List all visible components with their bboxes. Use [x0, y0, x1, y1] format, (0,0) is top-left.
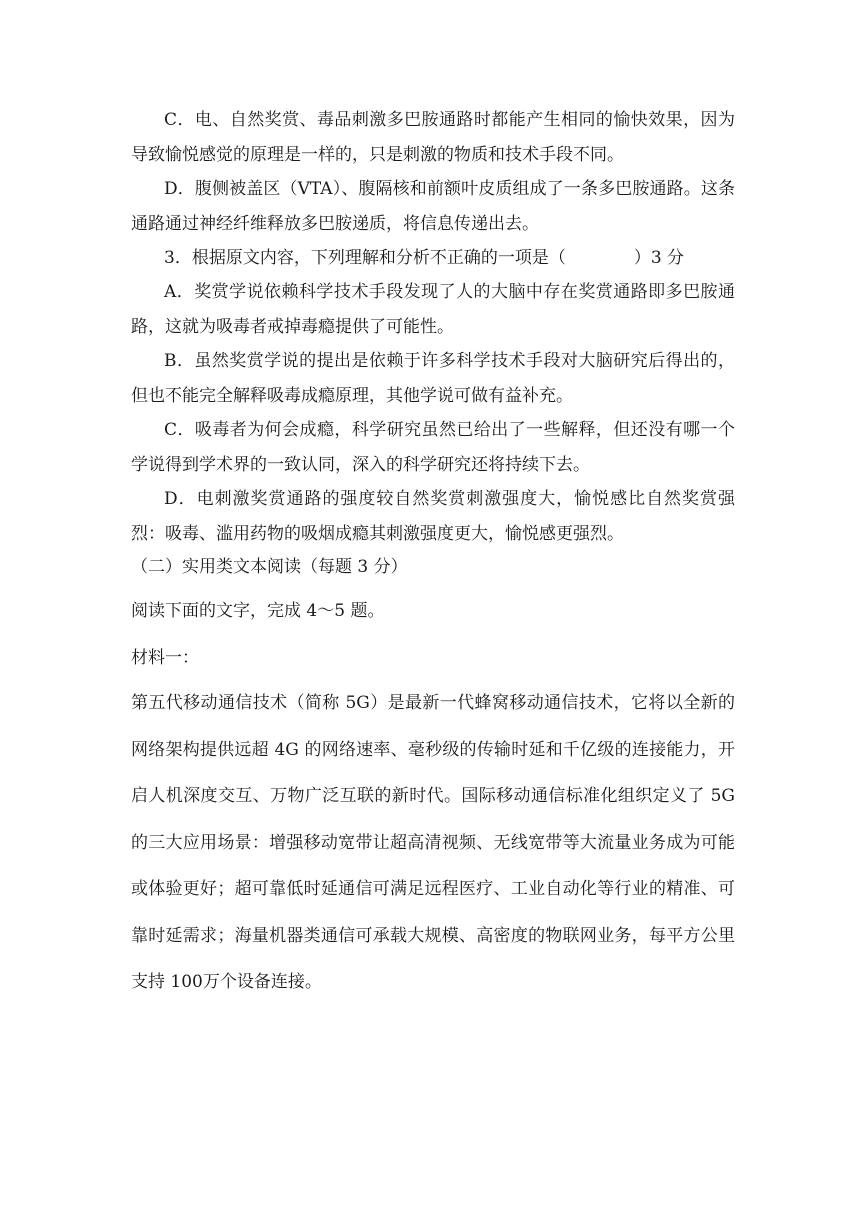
section-heading: （二）实用类文本阅读（每题 3 分）: [131, 557, 408, 577]
material-one-body: 第五代移动通信技术（简称 5G）是最新一代蜂窝移动通信技术，它将以全新的网络架构提供远超 4G 的网络速率、毫秒级的传输时延和千亿级的连接能力，开启人机深度交互、万物广泛互联的新时代。国际移动通信标准化组织定义了 5G 的三大应用场景：增强移动宽带让超高清视频、无线宽带等大流量业务成为可能或体验更好；超可靠低时延通信可满足远程医疗、工业自动化等行业的精准、可靠时延需求；海量机器类通信可承载大规模、高密度的物联网业务，每平方公里支持 100万个设备连接。: [131, 693, 735, 992]
reading-instruction: 阅读下面的文字，完成 4～5 题。: [131, 601, 385, 621]
question-3-option-a: A．奖赏学说依赖科学技术手段发现了人的大脑中存在奖赏通路即多巴胺通路，这就为吸毒者戒掉毒瘾提供了可能性。: [131, 282, 735, 337]
question-3-option-d: D．电刺激奖赏通路的强度较自然奖赏刺激强度大，愉悦感比自然奖赏强烈：吸毒、滥用药物的吸烟成瘾其刺激强度更大，愉悦感更强烈。: [131, 489, 735, 544]
question-3-option-b: B．虽然奖赏学说的提出是依赖于许多科学技术手段对大脑研究后得出的，但也不能完全解释吸毒成瘾原理，其他学说可做有益补充。: [131, 351, 735, 406]
material-one-label: 材料一：: [131, 648, 199, 668]
question-3-option-c: C．吸毒者为何会成瘾，科学研究虽然已给出了一些解释，但还没有哪一个学说得到学术界的一致认同，深入的科学研究还将持续下去。: [131, 420, 735, 475]
question-3-stem: 3．根据原文内容，下列理解和分析不正确的一项是（ ）3 分: [164, 248, 685, 268]
option-d-paragraph: D．腹侧被盖区（VTA）、腹隔核和前额叶皮质组成了一条多巴胺通路。这条通路通过神经纤维释放多巴胺递质，将信息传递出去。: [131, 179, 735, 234]
option-c-paragraph: C．电、自然奖赏、毒品刺激多巴胺通路时都能产生相同的愉快效果，因为导致愉悦感觉的原理是一样的，只是刺激的物质和技术手段不同。: [131, 110, 735, 165]
